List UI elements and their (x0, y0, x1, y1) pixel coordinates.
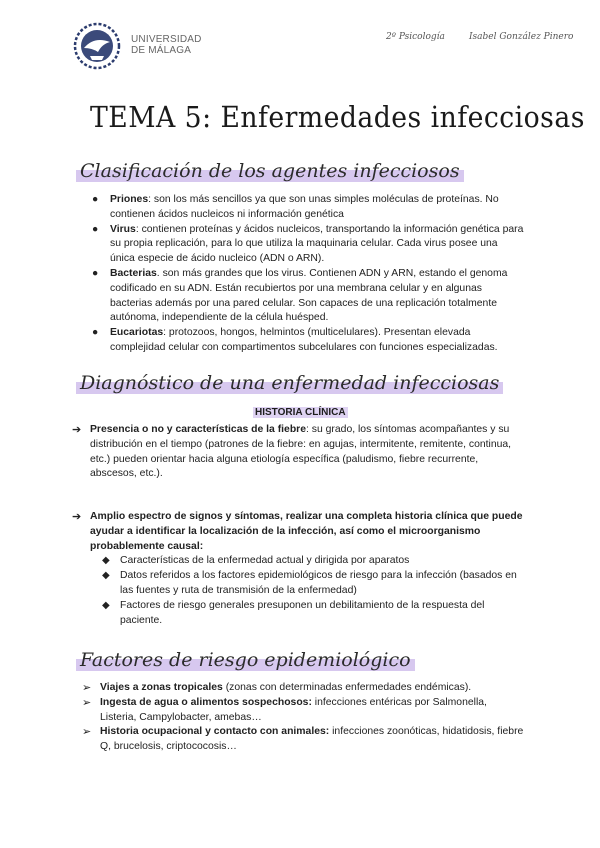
page-header (0, 0, 600, 80)
section-heading-diagnosis: Diagnóstico de una enfermedad infecciosas (76, 372, 503, 394)
term-label: Priones (110, 194, 149, 205)
item-bold: Presencia o no y características de la fiebre (90, 424, 307, 435)
bullet-icon: ● (92, 267, 99, 279)
section-heading-risk-factors: Factores de riesgo epidemiológico (76, 649, 415, 671)
list-item (80, 223, 525, 267)
term-label: Eucariotas (110, 327, 164, 339)
item-text: : su grado, los síntomas acompañantes y su distribución en el tiempo (patrones de la fiebre: en agujas, intermitente, remitente, continua, etc.) pueden orientar hacia alguna etiología específica (paludismo, fiebre recurrente, abscesos, etc.). (90, 424, 512, 480)
subheading-clinical-history: HISTORIA CLÍNICA (255, 407, 346, 418)
list-item (70, 681, 525, 696)
sub-item-text: Factores de riesgo generales presuponen un debilitamiento de la respuesta del paciente. (120, 599, 485, 626)
risk-factors-list (70, 681, 525, 755)
term-text: : son los más sencillos ya que son unas simples moléculas de proteínas. No contienen ácidos nucleicos ni información genética (110, 194, 499, 220)
sub-list-item (90, 599, 525, 629)
university-name (131, 34, 202, 56)
list-item (70, 725, 525, 755)
term-text: . son más grandes que los virus. Contienen ADN y ARN, estando el genoma codificado en su ADN. Están recubiertos por una membrana celular y en algunas bacterias además por una pared celular. Son capaces de una replicación totalmente autónoma, independiente de la célula huésped. (110, 267, 508, 324)
term-label: Virus (110, 223, 136, 235)
term-label: Bacterias (110, 267, 157, 279)
sub-list (90, 554, 525, 628)
diagnosis-fever-item (60, 423, 525, 482)
bullet-icon: ● (92, 327, 99, 339)
chevron-arrow-icon: ➢ (82, 696, 92, 709)
chevron-arrow-icon: ➢ (82, 682, 92, 694)
term-text: : protozoos, hongos, helmintos (multicelulares). Presentan elevada complejidad celular con compartimentos subcelulares con funciones especializadas. (110, 327, 498, 353)
diamond-bullet-icon: ◆ (102, 570, 110, 582)
arrow-right-icon: ➔ (72, 424, 82, 436)
term-text: : contienen proteínas y ácidos nucleicos, transportando la información genética para su propia replicación, para lo que utiliza la maquinaria celular. Cada virus posee una única especie de ácido nucleico (ADN o ARN). (110, 223, 524, 265)
page-title: TEMA 5: Enfermedades infecciosas (90, 100, 585, 134)
list-item (80, 267, 525, 326)
sub-item-text: Características de la enfermedad actual y dirigida por aparatos (120, 555, 410, 567)
term-text: infecciones entéricas por Salmonella, Listeria, Campylobacter, amebas… (100, 696, 487, 723)
course-label: 2º Psicología (386, 32, 445, 42)
author-name: Isabel González Pinero (469, 32, 574, 42)
list-item (80, 193, 525, 223)
diagnosis-signs-item (60, 510, 525, 628)
diamond-bullet-icon: ◆ (102, 599, 110, 611)
classification-list (80, 193, 525, 356)
term-label: Viajes a zonas tropicales (100, 682, 223, 693)
bullet-icon: ● (92, 194, 99, 205)
list-item (70, 696, 525, 726)
term-label: Historia ocupacional y contacto con animales: (100, 726, 330, 738)
list-item (60, 510, 525, 628)
sub-list-item (90, 554, 525, 569)
term-text: infecciones zoonóticas, hidatidosis, fiebre Q, brucelosis, criptococosis… (100, 726, 524, 753)
section-heading-classification: Clasificación de los agentes infecciosos (76, 160, 464, 182)
list-item (60, 423, 525, 482)
bullet-icon: ● (92, 223, 99, 235)
university-line2: DE MÁLAGA (131, 45, 192, 56)
chevron-arrow-icon: ➢ (82, 726, 92, 739)
sub-item-text: Datos referidos a los factores epidemiológicos de riesgo para la infección (basados en las fuentes y ruta de transmisión de la enfermedad) (120, 570, 517, 596)
arrow-right-icon: ➔ (72, 511, 82, 523)
list-item (80, 326, 525, 356)
term-text: (zonas con determinadas enfermedades endémicas). (222, 682, 472, 693)
university-line1: UNIVERSIDAD (131, 34, 202, 45)
university-seal-logo (72, 22, 124, 70)
term-label: Ingesta de agua o alimentos sospechosos: (100, 696, 312, 708)
item-bold: Amplio espectro de signos y síntomas, realizar una completa historia clínica que puede ayudar a identificar la localización de la infección, así como el microorganismo probablemente causal: (90, 511, 523, 552)
sub-list-item (90, 569, 525, 599)
diamond-bullet-icon: ◆ (102, 555, 110, 567)
